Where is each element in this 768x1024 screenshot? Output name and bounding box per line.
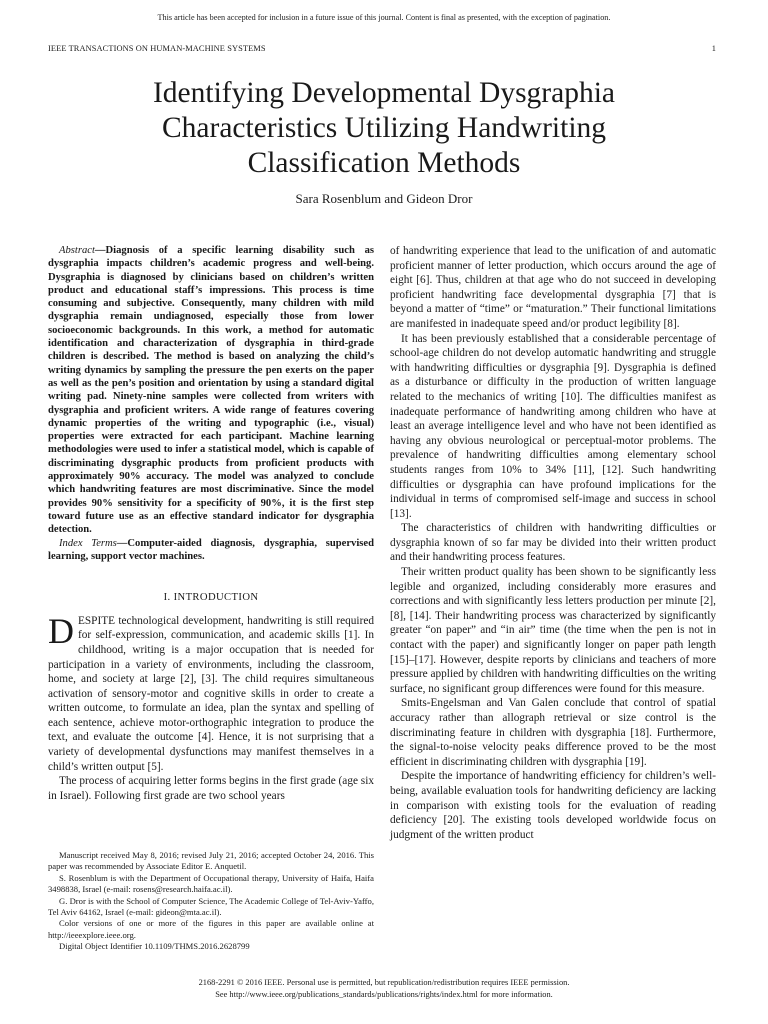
journal-name: IEEE TRANSACTIONS ON HUMAN-MACHINE SYSTEMS xyxy=(48,44,266,53)
footnote-author-2: G. Dror is with the School of Computer Science, The Academic College of Tel-Aviv-Yaffo, Tel Aviv 64162, Israel (e-mail: gideon@mta.ac.il). xyxy=(48,895,374,918)
index-terms xyxy=(48,537,374,564)
body-paragraph: Despite the importance of handwriting efficiency for children’s well-being, available evaluation tools for handwriting deficiency are lacking in comparison with existing tools for the evaluation of reading deficiency [20]. The existing tools developed worldwide focus on judgment of the written product xyxy=(390,770,716,841)
body-paragraph: Smits-Engelsman and Van Galen conclude that control of spatial accuracy rather than allograph retrieval or size control is the discriminating feature in children with dysgraphia [18]. Furthermore, the signal-to-noise velocity peaks difference proved to be the most efficient in discriminating children with dysgraphia [19]. xyxy=(390,697,716,768)
permissions-link[interactable]: See http://www.ieee.org/publications_standards/publications/rights/index.html for more information. xyxy=(215,990,553,999)
body-paragraph: The characteristics of children with handwriting difficulties or dysgraphia known of so far may be divided into their written product and their handwriting process features. xyxy=(390,522,716,564)
footnote-color-versions: Color versions of one or more of the figures in this paper are available online at http://ieeexplore.ieee.org. xyxy=(48,918,374,940)
abstract xyxy=(48,244,374,537)
body-paragraph: Their written product quality has been shown to be significantly less legible and organized, including considerably more erasures and corrections and with significantly less letters production per minute [2], [8], [14]. Their handwriting process was characterized by significantly greater “on paper” and “in air” time (the time when the pen is not in contact with the paper) and significantly longer on paper path length [15]–[17]. However, despite reports by clinicians and teachers of more pressure applied by children with handwriting difficulties on the writing surface, no significant group differences were found for this measure. xyxy=(390,566,716,695)
footnote-doi: Digital Object Identifier 10.1109/THMS.2016.2628799 xyxy=(59,941,250,952)
intro-paragraph-1-text: ESPITE technological development, handwriting is still required for self-expression, communication, and academic skills [1]. In childhood, writing is a major occupation that is needed for participation in a variety of environments, including the classroom, home, and society at large [2], [3]. The child requires simultaneous activation of sensory-motor and cognitive skills in order to create a written outcome, to formulate an idea, plan the syntax and spelling of each sentence, achieve motor-orthographic integration to produce the text, and evaluate the outcome [4]. Hence, it is not surprising that a variety of developmental dysfunctions may manifest themselves in a child’s written output [5]. xyxy=(48,614,374,773)
index-terms-text: —Computer-aided diagnosis, dysgraphia, supervised learning, support vector machines. xyxy=(48,537,374,562)
body-paragraph: It has been previously established that a considerable percentage of school-age children do not develop automatic handwriting and struggle with handwriting difficulties or dysgraphia [9]. Dysgraphia is defined as a disturbance or difficulty in the production of written language related to the mechanics of writing [10]. The difficulties manifest as inadequate performance of handwriting among children who have at least an average intelligence level and who have not been identified as having any obvious neurological or perceptual-motor problems. The prevalence of handwriting difficulties among elementary school students ranges from 10% to 34% [11], [12]. Such handwriting difficulties or dysgraphia can have profound implications for the individual in terms of compromised self-image and success in school [13]. xyxy=(390,332,716,520)
copyright-line: 2168-2291 © 2016 IEEE. Personal use is permitted, but republication/redistribution requires IEEE permission. xyxy=(198,978,570,987)
abstract-text: —Diagnosis of a specific learning disability such as dysgraphia impacts children’s academic progress and well-being. Dysgraphia is diagnosed by clinicians based on children’s written product and educational staff’s impressions. This process is time consuming and subjective. Consequently, many children with mild dysgraphia remain undiagnosed, especially those from lower socioeconomic backgrounds. In this work, a method for automatic identification and characterization of dysgraphia in third-grade children is described. The method is based on analyzing the child’s writing dynamics by sampling the pressure the pen exerts on the paper as well as the pen’s position and orientation by using a standard digital writing pad. Ninety-nine samples were collected from writers with dysgraphia and proficient writers. A wide range of features covering dynamic properties of the writing and typographic (i.e., visual) properties were extracted for each participant. Machine learning methodologies were used to infer a statistical model, which is capable of discriminating dysgraphic products from proficient products with approximately 90% accuracy. The model was analyzed to conclude which handwriting features are most discriminative. Since the model provides 90% sensitivity for a specificity of 90%, it is the first step toward future use as an effective standard indicator for dysgraphia detection. xyxy=(48,245,374,536)
body-paragraph: of handwriting experience that lead to the unification of and automatic proficient manner of letter production, which occurs around the age of eight [6]. Thus, children at that age who do not succeed in developing proficient handwriting face developmental dysgraphia [7] that is beyond a matter of “time” or “maturation.” Their functional limitations are manifested in inadequate speed and/or product legibility [8]. xyxy=(390,245,716,330)
left-column xyxy=(48,244,374,803)
right-column xyxy=(390,244,716,842)
paper-title: Identifying Developmental Dysgraphia Characteristics Utilizing Handwriting Classification Methods xyxy=(152,77,616,179)
author-list: Sara Rosenblum and Gideon Dror xyxy=(295,191,473,206)
copyright-footer xyxy=(0,977,768,1001)
drop-cap: D xyxy=(48,610,74,651)
intro-paragraph-1 xyxy=(48,610,374,775)
footnotes xyxy=(48,850,374,953)
footnote-manuscript: Manuscript received May 8, 2016; revised July 21, 2016; accepted October 24, 2016. This paper was recommended by Associate Editor E. Anquetil. xyxy=(48,850,374,872)
acceptance-notice: This article has been accepted for inclusion in a future issue of this journal. Content is final as presented, with the exception of pagination. xyxy=(157,13,611,22)
section-heading-introduction: I. INTRODUCTION xyxy=(163,592,259,604)
index-terms-lead: Index Terms xyxy=(59,537,117,549)
running-head xyxy=(48,44,720,53)
intro-paragraph-2: The process of acquiring letter forms begins in the first grade (age six in Israel). Following first grade are two school years xyxy=(48,775,374,802)
footnote-author-1: S. Rosenblum is with the Department of Occupational therapy, University of Haifa, Haifa 3498838, Israel (e-mail: rosens@research.haifa.ac.il). xyxy=(48,872,374,895)
abstract-lead: Abstract xyxy=(59,245,95,256)
page-number: 1 xyxy=(711,44,716,53)
